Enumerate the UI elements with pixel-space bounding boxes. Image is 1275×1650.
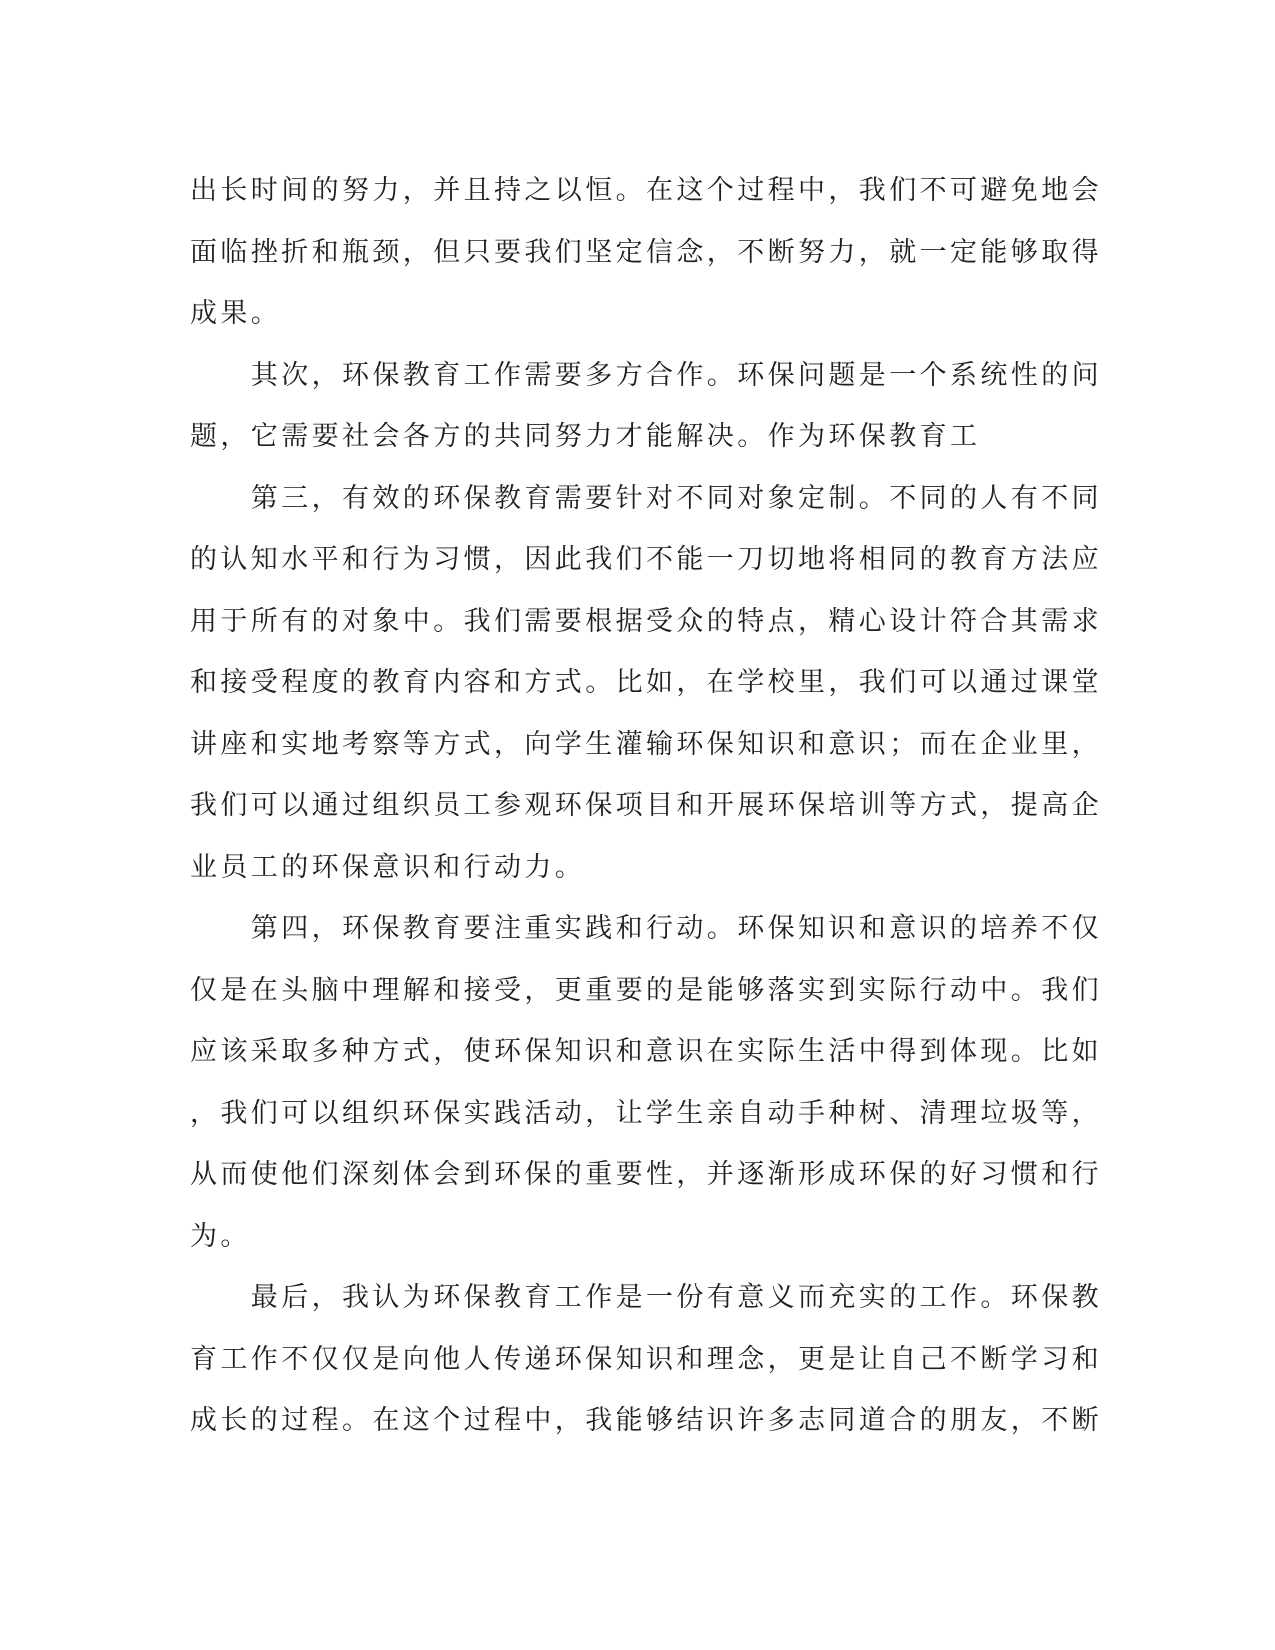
text-line: 的认知水平和行为习惯，因此我们不能一刀切地将相同的教育方法应 <box>190 544 1102 575</box>
text-line: 其次，环保教育工作需要多方合作。环保问题是一个系统性的问 <box>190 359 1102 391</box>
text-line: 成果。 <box>190 298 282 329</box>
text-line: 最后，我认为环保教育工作是一份有意义而充实的工作。环保教 <box>190 1282 1102 1313</box>
text-line: 出长时间的努力，并且持之以恒。在这个过程中，我们不可避免地会 <box>190 175 1102 206</box>
text-line: 成长的过程。在这个过程中，我能够结识许多志同道合的朋友，不断 <box>190 1405 1102 1436</box>
text-line: 应该采取多种方式，使环保知识和意识在实际生活中得到体现。比如 <box>190 1036 1102 1067</box>
text-line: 题，它需要社会各方的共同努力才能解决。作为环保教育工 <box>190 421 981 452</box>
text-line: 和接受程度的教育内容和方式。比如，在学校里，我们可以通过课堂 <box>190 667 1102 698</box>
text-line: 用于所有的对象中。我们需要根据受众的特点，精心设计符合其需求 <box>190 605 1102 637</box>
text-line: 第三，有效的环保教育需要针对不同对象定制。不同的人有不同 <box>190 482 1102 514</box>
text-line: 我们可以通过组织员工参观环保项目和开展环保培训等方式，提高企 <box>190 790 1102 821</box>
text-line: 仅是在头脑中理解和接受，更重要的是能够落实到实际行动中。我们 <box>190 974 1102 1006</box>
text-line: 为。 <box>190 1220 251 1252</box>
text-line: 讲座和实地考察等方式，向学生灌输环保知识和意识；而在企业里， <box>190 728 1102 760</box>
text-line: 第四，环保教育要注重实践和行动。环保知识和意识的培养不仅 <box>190 913 1102 944</box>
document-body <box>190 160 1102 1452</box>
text-line: ，我们可以组织环保实践活动，让学生亲自动手种树、清理垃圾等， <box>190 1097 1102 1129</box>
text-line: 面临挫折和瓶颈，但只要我们坚定信念，不断努力，就一定能够取得 <box>190 236 1102 268</box>
text-line: 业员工的环保意识和行动力。 <box>190 851 586 883</box>
text-line: 从而使他们深刻体会到环保的重要性，并逐渐形成环保的好习惯和行 <box>190 1159 1102 1190</box>
text-line: 育工作不仅仅是向他人传递环保知识和理念，更是让自己不断学习和 <box>190 1343 1102 1375</box>
